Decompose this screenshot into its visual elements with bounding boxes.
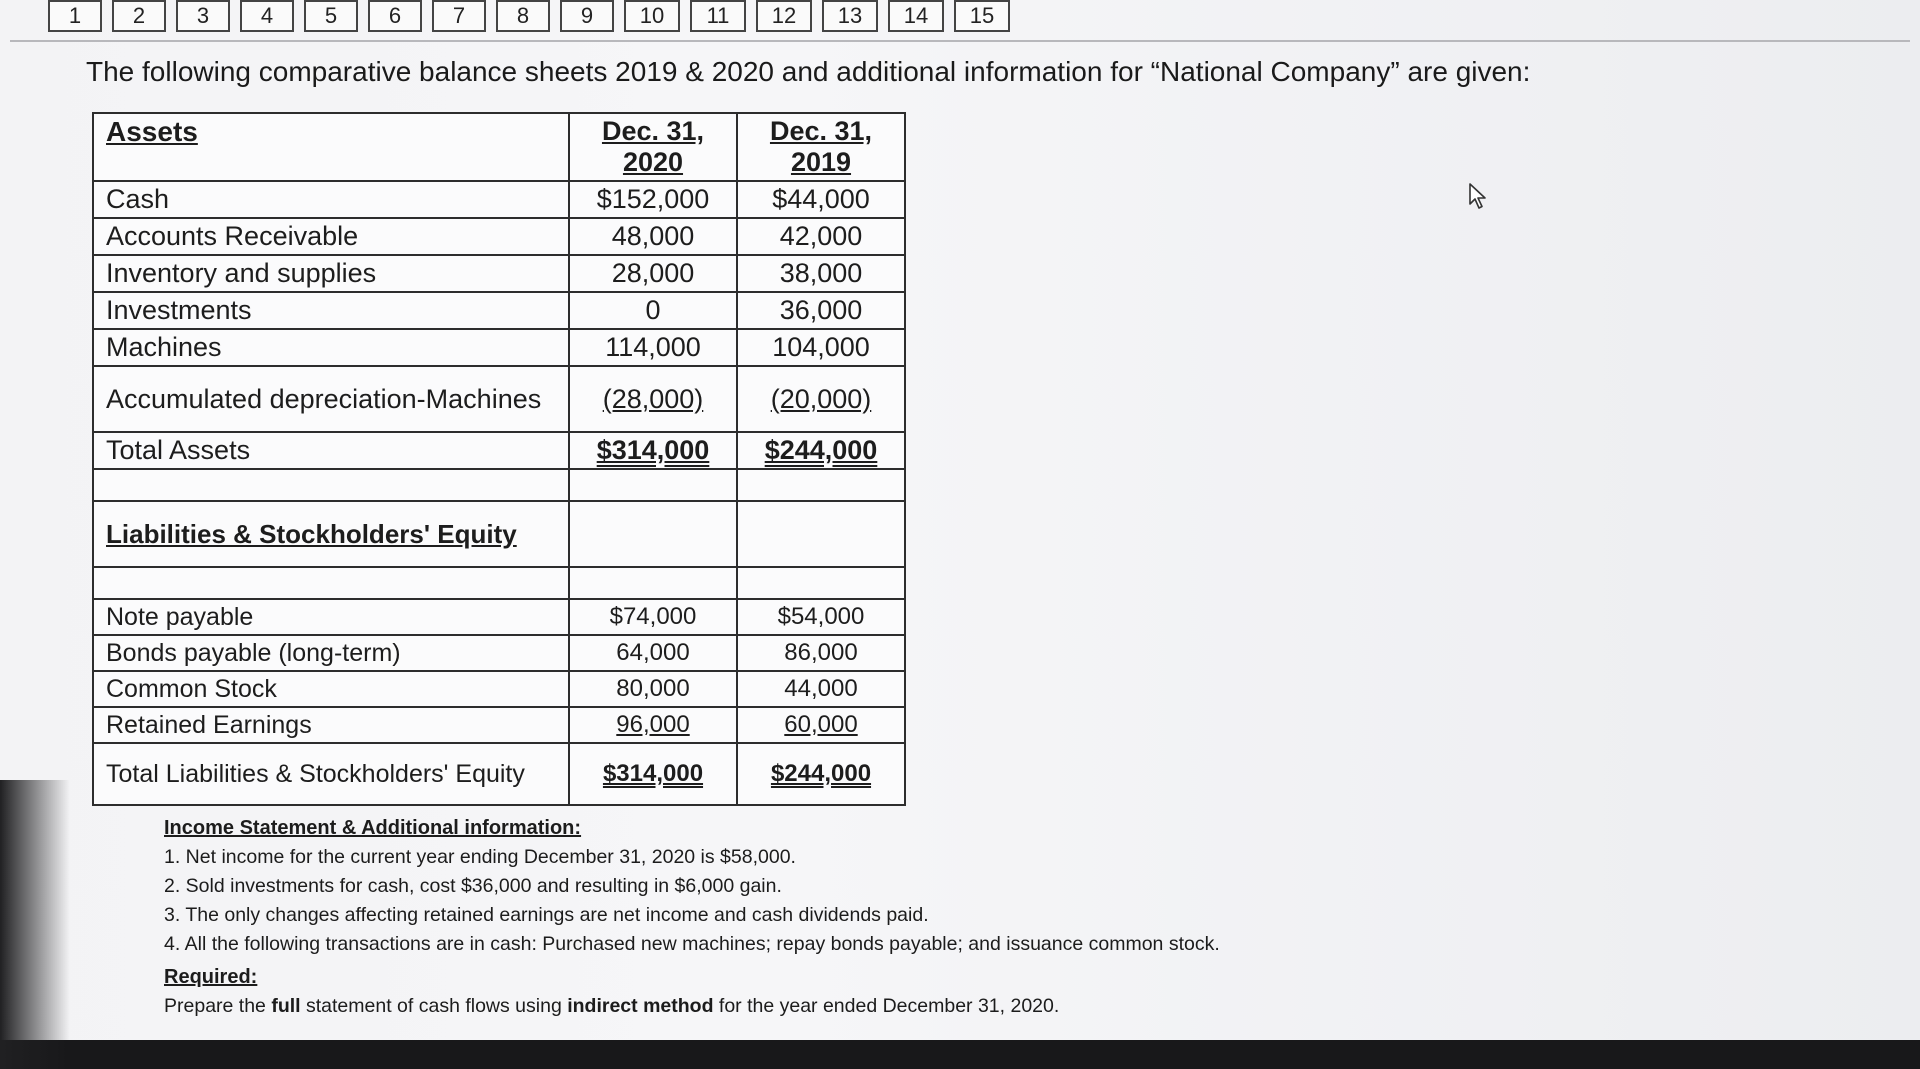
table-row (93, 181, 905, 218)
value-2020: 64,000 (569, 635, 737, 671)
row-label: Note payable (93, 599, 569, 635)
page-tab-11[interactable]: 11 (690, 0, 746, 32)
total-2019-text: $244,000 (764, 435, 878, 465)
table-row (93, 707, 905, 743)
assets-heading: Assets (93, 113, 569, 181)
value-2019: 36,000 (737, 292, 905, 329)
value-2019: 42,000 (737, 218, 905, 255)
row-label: Common Stock (93, 671, 569, 707)
column-header-2020: Dec. 31, 2020 (569, 113, 737, 181)
blank-cell (569, 567, 737, 599)
table-row (93, 218, 905, 255)
row-label: Retained Earnings (93, 707, 569, 743)
page-tab-7[interactable]: 7 (432, 0, 486, 32)
value-2020: $152,000 (569, 181, 737, 218)
page-tab-15[interactable]: 15 (954, 0, 1010, 32)
value-2019: 44,000 (737, 671, 905, 707)
value-2020-text: (28,000) (602, 383, 704, 414)
row-label: Accumulated depreciation-Machines (93, 366, 569, 432)
balance-sheet-table (92, 112, 906, 806)
page-tab-6[interactable]: 6 (368, 0, 422, 32)
value-2019 (737, 707, 905, 743)
blank-cell (569, 501, 737, 567)
blank-cell (737, 501, 905, 567)
table-row (93, 599, 905, 635)
info-item: 3. The only changes affecting retained earnings are net income and cash dividends paid. (164, 904, 929, 926)
total-2020-text: $314,000 (596, 435, 710, 465)
blank-cell (569, 469, 737, 501)
liabilities-heading: Liabilities & Stockholders' Equity (93, 501, 569, 567)
page-tab-4[interactable]: 4 (240, 0, 294, 32)
table-header-row (93, 113, 905, 181)
blank-cell (93, 469, 569, 501)
row-label: Total Liabilities & Stockholders' Equity (93, 743, 569, 805)
value-2020-text: 96,000 (616, 711, 690, 738)
table-row (93, 366, 905, 432)
divider (10, 40, 1910, 42)
page-tab-2[interactable]: 2 (112, 0, 166, 32)
row-label: Investments (93, 292, 569, 329)
value-2020: $74,000 (569, 599, 737, 635)
value-2019: $54,000 (737, 599, 905, 635)
value-2019-text: (20,000) (770, 383, 872, 414)
value-2020 (569, 366, 737, 432)
required-prefix: Prepare the (164, 995, 272, 1017)
value-2019: 104,000 (737, 329, 905, 366)
monitor-bezel (0, 1040, 1920, 1069)
additional-information (164, 814, 1220, 1021)
page-tab-14[interactable]: 14 (888, 0, 944, 32)
value-2019: $44,000 (737, 181, 905, 218)
table-row (93, 329, 905, 366)
required-bold-full: full (271, 995, 301, 1017)
total-2019 (737, 432, 905, 469)
page-navigation (48, 0, 1010, 32)
page-tab-12[interactable]: 12 (756, 0, 812, 32)
total-2019 (737, 743, 905, 805)
total-assets-row (93, 432, 905, 469)
row-label: Bonds payable (long-term) (93, 635, 569, 671)
page-tab-5[interactable]: 5 (304, 0, 358, 32)
total-2020 (569, 743, 737, 805)
row-label: Inventory and supplies (93, 255, 569, 292)
info-item: 4. All the following transactions are in cash: Purchased new machines; repay bonds payable; and issuance common stock. (164, 933, 1220, 955)
question-intro: The following comparative balance sheets 2019 & 2020 and additional information for “National Company” are given: (86, 56, 1531, 87)
info-item: 1. Net income for the current year ending December 31, 2020 is $58,000. (164, 846, 796, 868)
additional-info-heading: Income Statement & Additional information: (164, 817, 582, 839)
value-2020 (569, 707, 737, 743)
table-row (93, 292, 905, 329)
total-2020-text: $314,000 (602, 760, 704, 787)
value-2020: 48,000 (569, 218, 737, 255)
total-2019-text: $244,000 (770, 760, 872, 787)
monitor-bezel-corner (0, 780, 70, 1069)
value-2019-text: 60,000 (784, 711, 858, 738)
value-2019: 38,000 (737, 255, 905, 292)
value-2020: 28,000 (569, 255, 737, 292)
page-tab-8[interactable]: 8 (496, 0, 550, 32)
table-row (93, 671, 905, 707)
value-2020: 0 (569, 292, 737, 329)
mouse-pointer-icon (1468, 182, 1488, 215)
required-heading: Required: (164, 966, 258, 988)
value-2019 (737, 366, 905, 432)
value-2019: 86,000 (737, 635, 905, 671)
page-tab-9[interactable]: 9 (560, 0, 614, 32)
row-label: Total Assets (93, 432, 569, 469)
total-liabilities-row (93, 743, 905, 805)
required-bold-method: indirect method (567, 995, 714, 1017)
value-2020: 80,000 (569, 671, 737, 707)
required-text (164, 992, 1220, 1021)
blank-cell (737, 567, 905, 599)
required-suffix: for the year ended December 31, 2020. (713, 995, 1060, 1017)
total-2020 (569, 432, 737, 469)
required-mid: statement of cash flows using (300, 995, 568, 1017)
liabilities-header-row (93, 501, 905, 567)
table-row (93, 635, 905, 671)
row-label: Machines (93, 329, 569, 366)
blank-cell (93, 567, 569, 599)
table-row (93, 255, 905, 292)
blank-row (93, 469, 905, 501)
value-2020: 114,000 (569, 329, 737, 366)
column-header-2019: Dec. 31, 2019 (737, 113, 905, 181)
blank-cell (737, 469, 905, 501)
page-tab-3[interactable]: 3 (176, 0, 230, 32)
page-tab-1[interactable]: 1 (48, 0, 102, 32)
page-tab-10[interactable]: 10 (624, 0, 680, 32)
page-tab-13[interactable]: 13 (822, 0, 878, 32)
blank-row (93, 567, 905, 599)
row-label: Cash (93, 181, 569, 218)
info-item: 2. Sold investments for cash, cost $36,000 and resulting in $6,000 gain. (164, 875, 782, 897)
row-label: Accounts Receivable (93, 218, 569, 255)
